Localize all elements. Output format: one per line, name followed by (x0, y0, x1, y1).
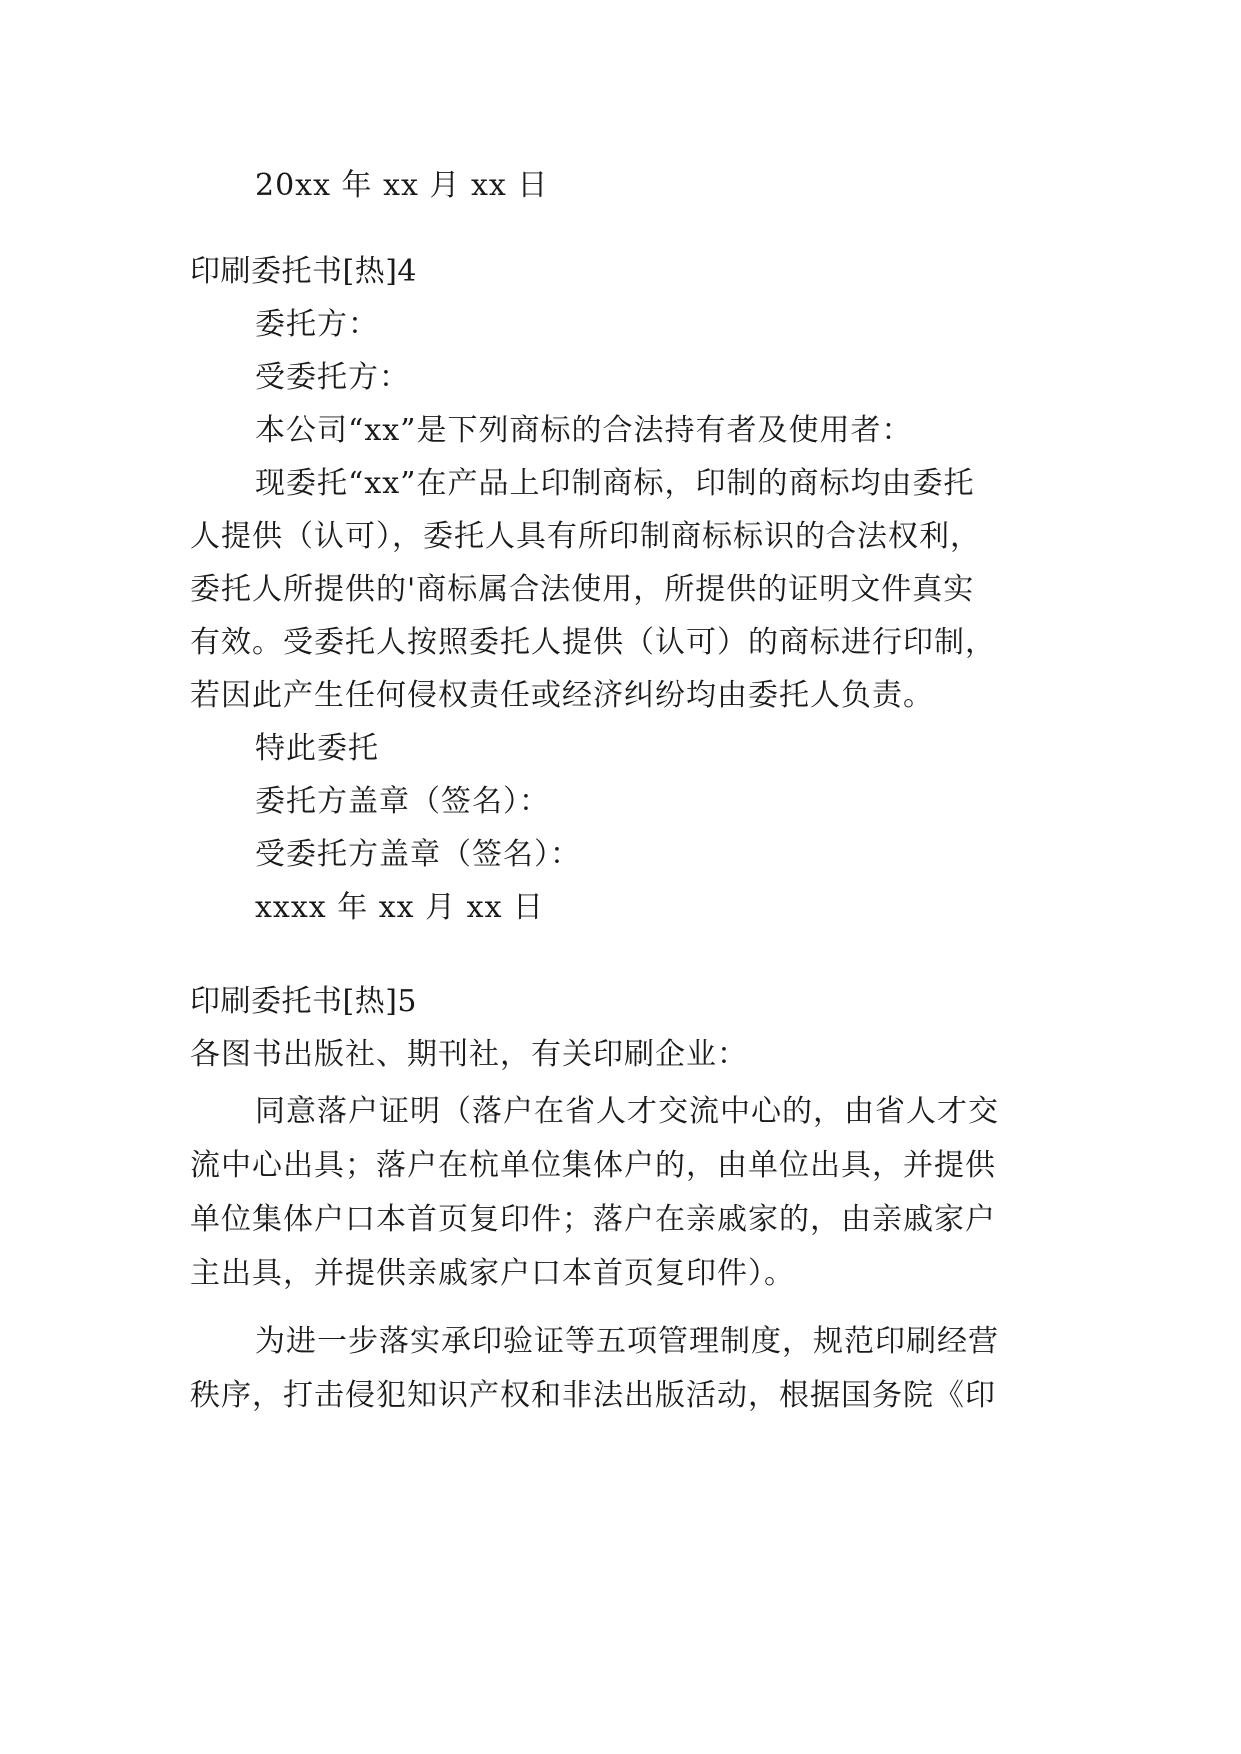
closing-line: 特此委托 (255, 731, 379, 766)
body-line: 流中心出具；落户在杭单位集体户的，由单位出具，并提供 (190, 1148, 996, 1183)
body-line: 同意落户证明（落户在省人才交流中心的，由省人才交 (255, 1094, 999, 1129)
section-title: 印刷委托书[热]4 (190, 254, 417, 289)
client-seal-line: 委托方盖章（签名）： (255, 784, 550, 819)
body-line: 主出具，并提供亲戚家户口本首页复印件）。 (190, 1256, 795, 1291)
salutation: 各图书出版社、期刊社，有关印刷企业： (190, 1037, 748, 1072)
section-title: 印刷委托书[热]5 (190, 984, 417, 1019)
body-line: 为进一步落实承印验证等五项管理制度，规范印刷经营 (255, 1324, 999, 1359)
client-label: 委托方： (255, 307, 379, 342)
trademark-statement: 本公司“xx”是下列商标的合法持有者及使用者： (255, 413, 913, 448)
body-line: 有效。受委托人按照委托人提供（认可）的商标进行印制， (190, 625, 996, 660)
body-line: 单位集体户口本首页复印件；落户在亲戚家的，由亲戚家户 (190, 1202, 996, 1237)
agent-seal-line: 受委托方盖章（签名）： (255, 837, 581, 872)
date-line: 20xx 年 xx 月 xx 日 (255, 168, 549, 203)
date-line: xxxx 年 xx 月 xx 日 (255, 890, 545, 925)
body-line: 秩序，打击侵犯知识产权和非法出版活动，根据国务院《印 (190, 1378, 996, 1413)
body-line: 若因此产生任何侵权责任或经济纠纷均由委托人负责。 (190, 678, 934, 713)
agent-label: 受委托方： (255, 360, 410, 395)
body-line: 委托人所提供的'商标属合法使用，所提供的证明文件真实 (190, 572, 975, 607)
body-line: 人提供（认可），委托人具有所印制商标标识的合法权利， (190, 519, 981, 554)
body-line: 现委托“xx”在产品上印制商标，印制的商标均由委托 (255, 466, 975, 501)
